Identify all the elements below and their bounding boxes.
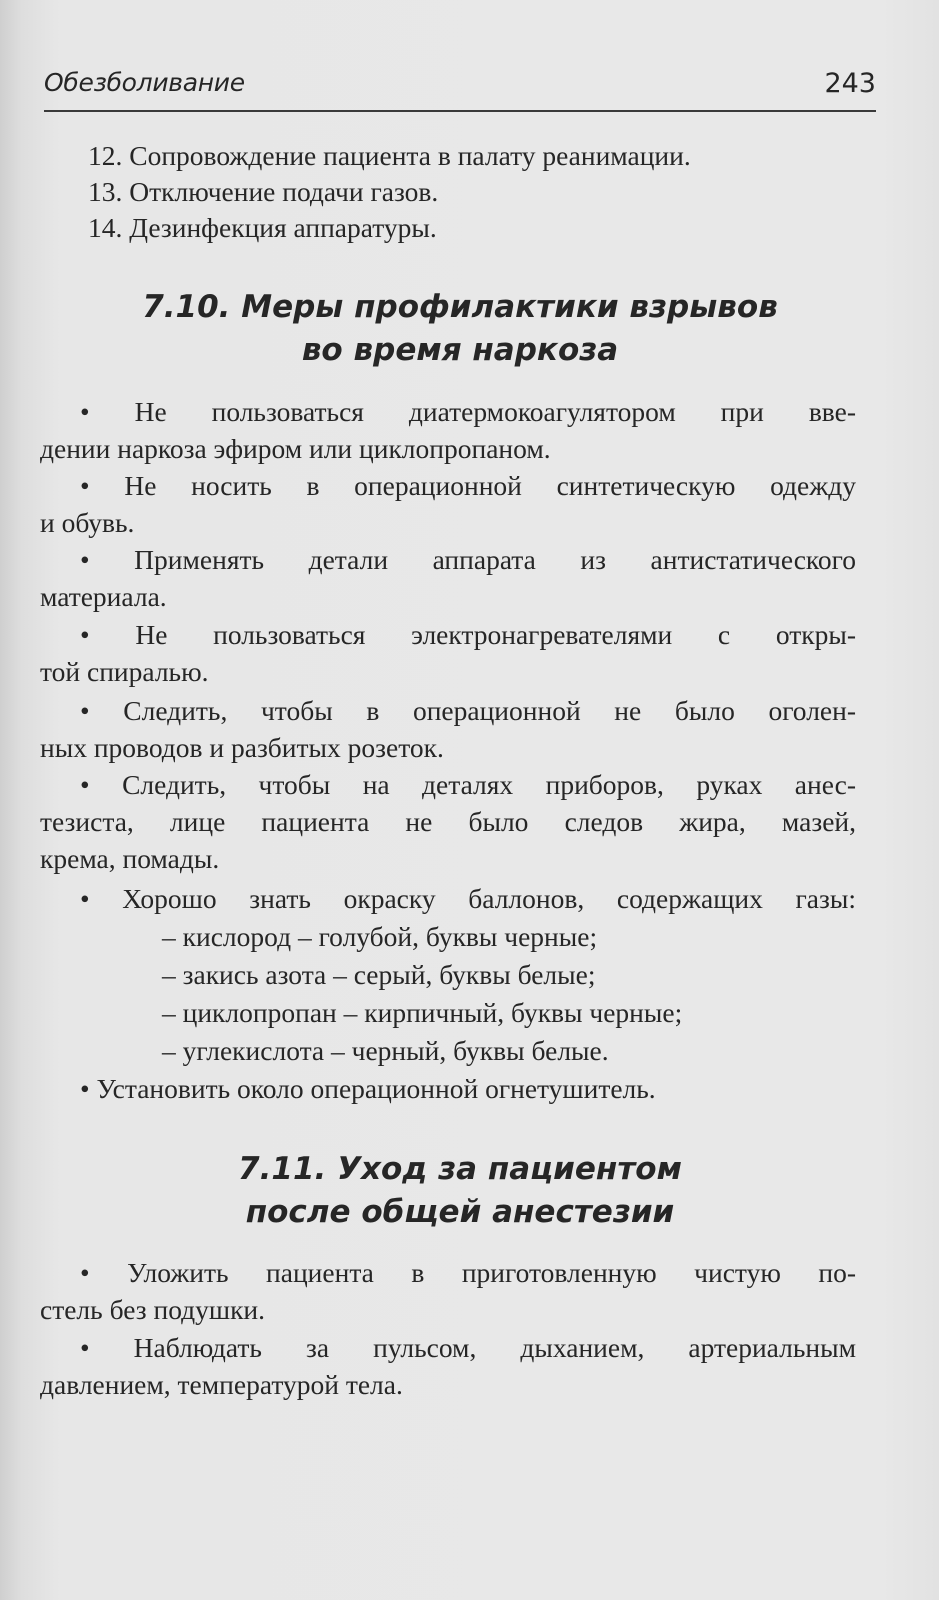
section-heading-7-10 <box>44 286 876 372</box>
header-rule <box>44 110 876 112</box>
bullet-paragraph <box>40 616 856 690</box>
page-number: 243 <box>824 68 876 99</box>
bullet-paragraph <box>40 393 856 467</box>
heading-line: 7.10. Меры профилактики взрывов <box>142 289 778 325</box>
text-line: • Следить, чтобы на деталях приборов, руках анес- <box>80 769 856 800</box>
text-line: • Наблюдать за пульсом, дыханием, артериальным <box>80 1332 856 1363</box>
bullet-paragraph <box>40 467 856 541</box>
list-item: 13. Отключение подачи газов. <box>88 176 439 207</box>
bullet-paragraph <box>40 1254 856 1328</box>
section-heading-7-11 <box>44 1148 876 1234</box>
text-line: • Хорошо знать окраску баллонов, содержащих газы: <box>80 883 856 914</box>
bullet-paragraph <box>40 1070 856 1107</box>
heading-line: во время наркоза <box>301 332 619 368</box>
text-line: той спиралью. <box>40 656 209 687</box>
text-line: дении наркоза эфиром или циклопропаном. <box>40 433 551 464</box>
list-item: – углекислота – черный, буквы белые. <box>162 1035 609 1066</box>
running-head <box>44 68 876 104</box>
text-line: • Не пользоваться диатермокоагулятором при вве- <box>80 396 856 427</box>
text-line: • Установить около операционной огнетушитель. <box>80 1073 656 1104</box>
text-line: • Уложить пациента в приготовленную чистую по- <box>80 1257 856 1288</box>
text-line: тезиста, лице пациента не было следов жира, мазей, <box>40 806 856 837</box>
bullet-paragraph <box>40 1329 856 1403</box>
heading-line: 7.11. Уход за пациентом <box>238 1151 682 1187</box>
heading-line: после общей анестезии <box>245 1194 675 1230</box>
text-line: • Не носить в операционной синтетическую одежду <box>80 470 856 501</box>
numbered-list <box>88 138 691 246</box>
text-line: • Применять детали аппарата из антистатического <box>80 544 856 575</box>
list-item: 12. Сопровождение пациента в палату реанимации. <box>88 140 691 171</box>
list-item: – кислород – голубой, буквы черные; <box>162 921 598 952</box>
bullet-paragraph <box>40 766 856 877</box>
list-item: – циклопропан – кирпичный, буквы черные; <box>162 997 683 1028</box>
running-title: Обезболивание <box>44 68 245 97</box>
text-line: • Следить, чтобы в операционной не было оголен- <box>80 695 856 726</box>
bullet-paragraph <box>40 541 856 615</box>
text-line: материала. <box>40 581 167 612</box>
list-item: – закись азота – серый, буквы белые; <box>162 959 596 990</box>
text-line: крема, помады. <box>40 843 220 874</box>
bullet-paragraph <box>40 692 856 766</box>
text-line: давлением, температурой тела. <box>40 1369 403 1400</box>
text-line: и обувь. <box>40 507 135 538</box>
text-line: стель без подушки. <box>40 1294 266 1325</box>
text-line: • Не пользоваться электронагревателями с откры- <box>80 619 856 650</box>
list-item: 14. Дезинфекция аппаратуры. <box>88 212 437 243</box>
bullet-paragraph <box>40 880 856 917</box>
text-line: ных проводов и разбитых розеток. <box>40 732 444 763</box>
gas-color-list <box>162 918 682 1070</box>
